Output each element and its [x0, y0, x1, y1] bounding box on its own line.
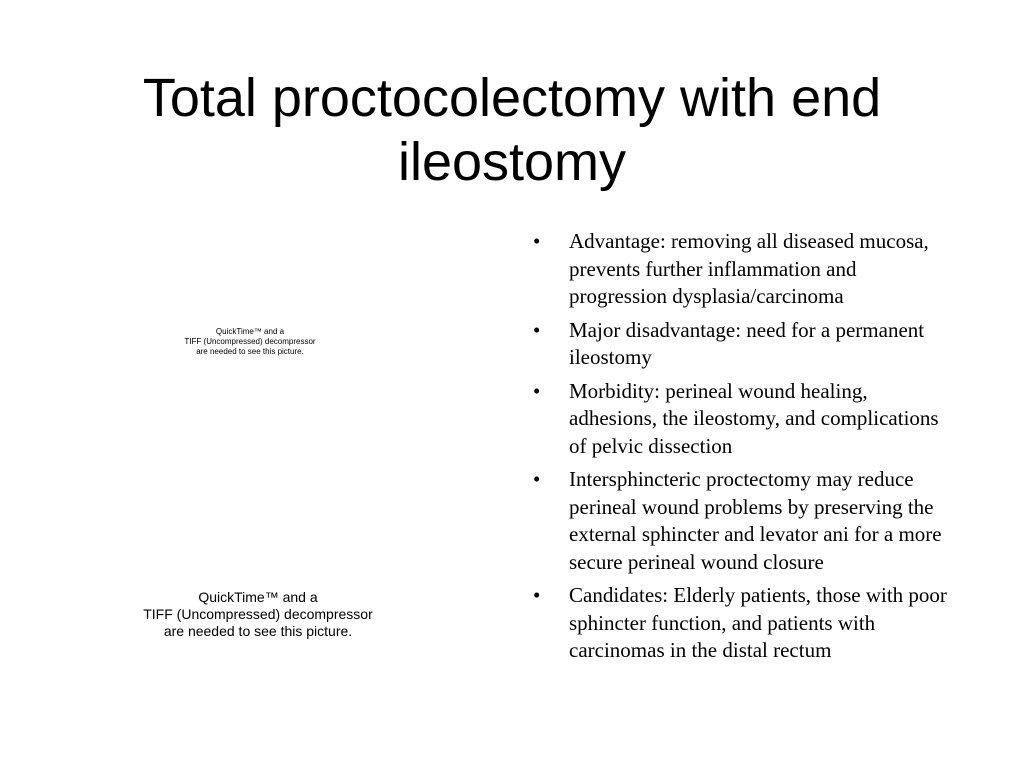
bullet-item — [533, 582, 953, 665]
bullet-marker: • — [533, 317, 541, 342]
placeholder-line: QuickTime™ and a — [198, 589, 318, 605]
bullet-list — [533, 228, 953, 671]
bullet-text: Advantage: removing all diseased mucosa, prevents further inflammation and progression dysplasia/carcinoma — [569, 229, 929, 308]
bullet-item — [533, 378, 953, 461]
placeholder-line: are needed to see this picture. — [196, 347, 304, 356]
bullet-item — [533, 466, 953, 576]
bullet-marker: • — [533, 378, 541, 403]
placeholder-line: QuickTime™ and a — [215, 327, 285, 336]
bullet-text: Morbidity: perineal wound healing, adhesions, the ileostomy, and complications of pelvic dissection — [569, 378, 939, 458]
placeholder-line: are needed to see this picture. — [163, 623, 353, 639]
slide-title: Total proctocolectomy with end ileostomy — [142, 68, 882, 192]
bullet-text: Candidates: Elderly patients, those with poor sphincter function, and patients with carcinomas in the distal rectum — [569, 583, 947, 662]
bullet-text: Major disadvantage: need for a permanent ileostomy — [569, 317, 925, 369]
bullet-item — [533, 228, 953, 311]
bullet-item — [533, 317, 953, 372]
bullet-marker: • — [533, 583, 541, 607]
placeholder-line: TIFF (Uncompressed) decompressor — [184, 337, 316, 346]
placeholder-line: TIFF (Uncompressed) decompressor — [143, 606, 373, 622]
quicktime-placeholder-small — [170, 327, 330, 357]
bullet-marker: • — [533, 467, 541, 491]
bullet-text: Intersphincteric proctectomy may reduce perineal wound problems by preserving the external sphincter and levator ani for a more secure perineal wound closure — [569, 467, 942, 574]
bullet-marker: • — [533, 229, 541, 253]
quicktime-placeholder-large — [100, 589, 416, 640]
